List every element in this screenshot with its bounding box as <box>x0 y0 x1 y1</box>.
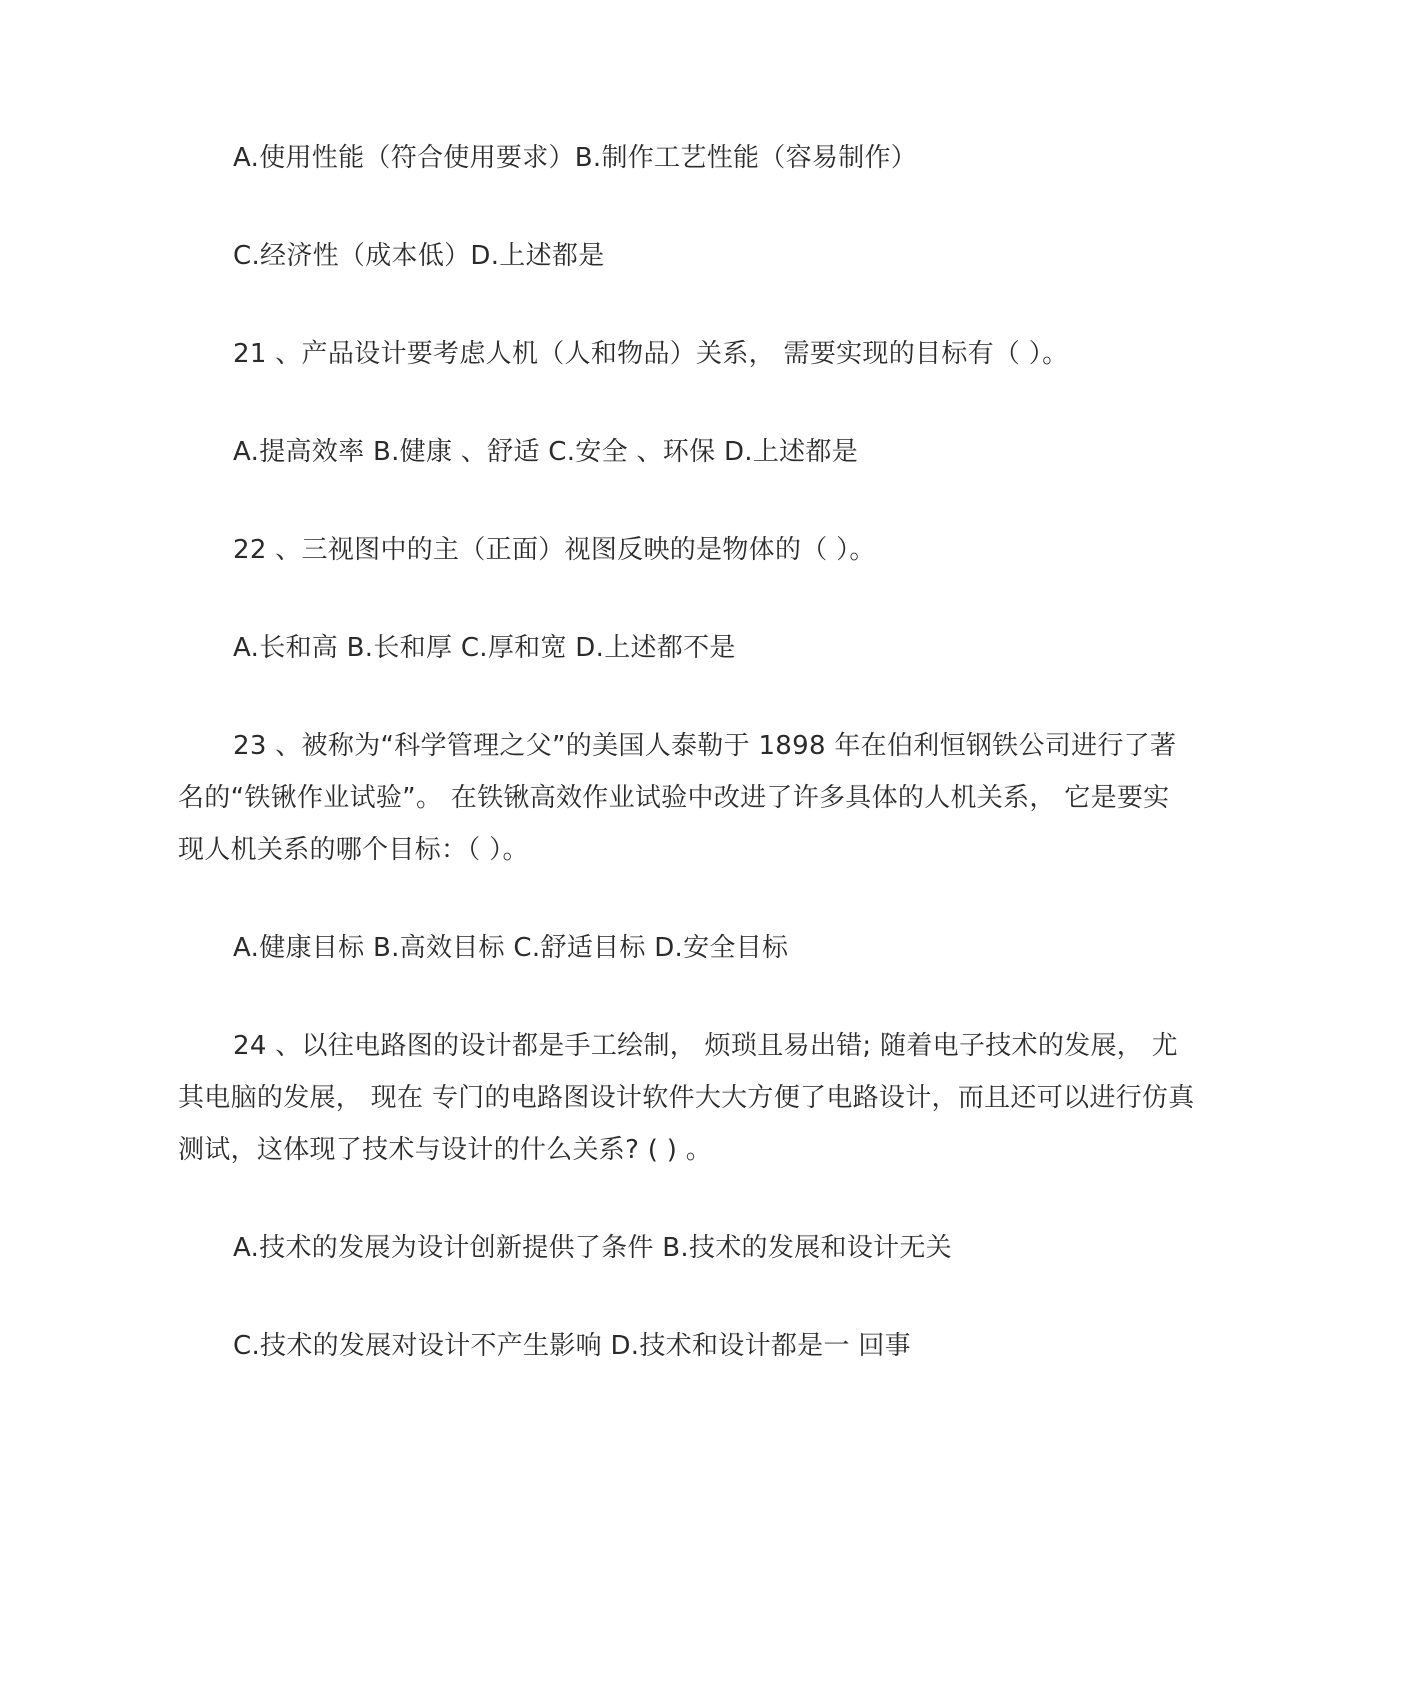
q24-question-line1: 24 、以往电路图的设计都是手工绘制， 烦琐且易出错; 随着电子技术的发展， 尤 <box>233 1031 1178 1061</box>
q23-question-line3: 现人机关系的哪个目标：（ ）。 <box>178 835 529 865</box>
q24-options-ab: A.技术的发展为设计创新提供了条件 B.技术的发展和设计无关 <box>233 1233 952 1263</box>
q23-options: A.健康目标 B.高效目标 C.舒适目标 D.安全目标 <box>233 933 789 963</box>
q22-question: 22 、三视图中的主（正面）视图反映的是物体的（ ）。 <box>233 535 876 565</box>
q24-options-cd: C.技术的发展对设计不产生影响 D.技术和设计都是一 回事 <box>233 1331 911 1361</box>
q23-question-line1: 23 、被称为“科学管理之父”的美国人泰勒于 1898 年在伯利恒钢铁公司进行了著 <box>233 731 1177 761</box>
q21-options: A.提高效率 B.健康 、舒适 C.安全 、环保 D.上述都是 <box>233 437 859 467</box>
q20-options-cd: C.经济性（成本低）D.上述都是 <box>233 241 605 271</box>
q24-question-line3: 测试，这体现了技术与设计的什么关系? ( ) 。 <box>178 1135 713 1165</box>
q24-question-line2: 其电脑的发展， 现在 专门的电路图设计软件大大方便了电路设计，而且还可以进行仿真 <box>178 1083 1195 1113</box>
q20-options-ab: A.使用性能（符合使用要求）B.制作工艺性能（容易制作） <box>233 143 918 173</box>
q22-options: A.长和高 B.长和厚 C.厚和宽 D.上述都不是 <box>233 633 736 663</box>
q23-question-line2: 名的“铁锹作业试验”。 在铁锹高效作业试验中改进了许多具体的人机关系， 它是要实 <box>178 783 1170 813</box>
q21-question: 21 、产品设计要考虑人机（人和物品）关系， 需要实现的目标有（ ）。 <box>233 339 1069 369</box>
